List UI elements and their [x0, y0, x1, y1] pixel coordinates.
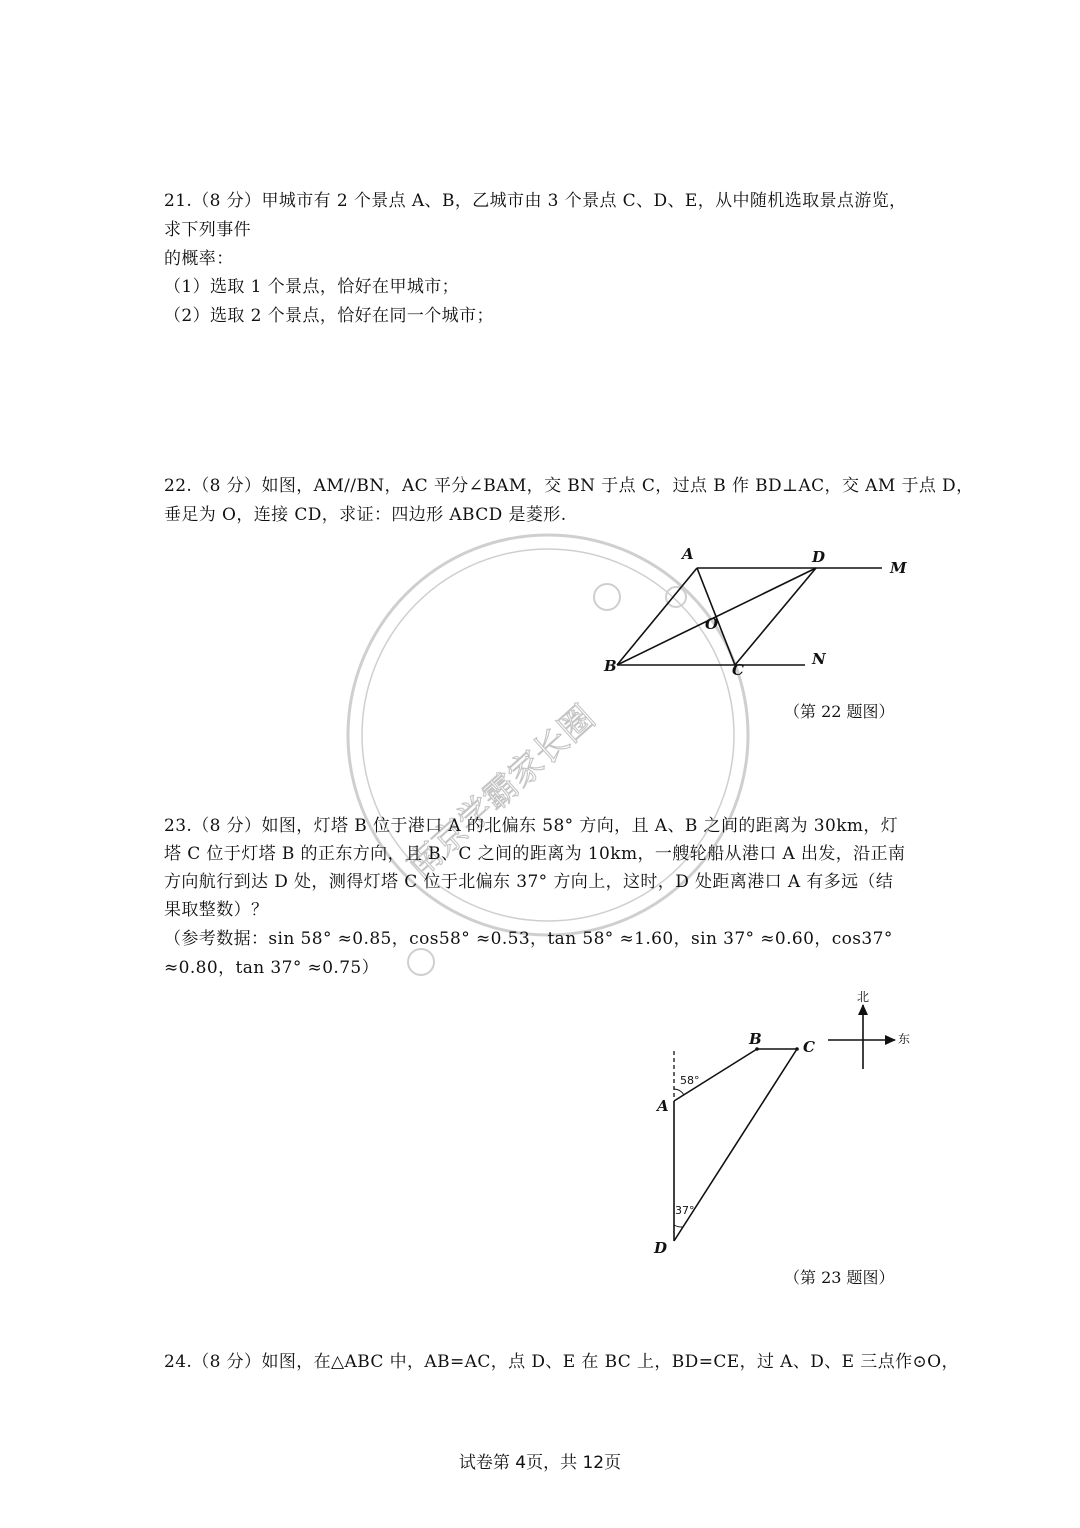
- q21-line-2: 求下列事件: [164, 220, 251, 240]
- q21-line-3: 的概率：: [164, 249, 234, 269]
- label-b: B: [749, 1030, 762, 1048]
- q22-line-1: 22.（8 分）如图，AM//BN，AC 平分∠BAM，交 BN 于点 C，过点 B 作 BD⊥AC，交 AM 于点 D，: [164, 476, 974, 496]
- watermark-text: 南京学霸家长圈: [399, 697, 603, 887]
- q23-line-2: 塔 C 位于灯塔 B 的正东方向，且 B、C 之间的距离为 10km，一艘轮船从港口 A 出发，沿正南: [164, 844, 906, 864]
- north-label: 北: [857, 990, 870, 1004]
- side-dc: [735, 568, 816, 665]
- angle-arc-d: [674, 1225, 683, 1227]
- east-label: 东: [898, 1032, 911, 1046]
- angle-label-d: 37°: [675, 1204, 695, 1217]
- q23-lighthouse-figure: [640, 985, 920, 1265]
- angle-arc-a: [674, 1089, 684, 1095]
- label-d: D: [654, 1239, 668, 1257]
- q21-part-1: （1）选取 1 个景点，恰好在甲城市；: [164, 277, 460, 297]
- q23-reference-1: （参考数据：sin 58° ≈0.85，cos58° ≈0.53，tan 58° ≈1.60，sin 37° ≈0.60，cos37°: [164, 929, 893, 949]
- label-n: N: [812, 650, 826, 668]
- q23-line-1: 23.（8 分）如图，灯塔 B 位于港口 A 的北偏东 58° 方向，且 A、B 之间的距离为 30km，灯: [164, 816, 899, 836]
- label-a: A: [682, 545, 694, 563]
- label-b: B: [604, 657, 617, 675]
- q23-figure-caption: （第 23 题图）: [784, 1268, 895, 1287]
- label-m: M: [890, 559, 907, 577]
- angle-label-a: 58°: [680, 1074, 700, 1087]
- page-footer: 试卷第 4页，共 12页: [458, 1453, 622, 1473]
- q23-line-4: 果取整数）？: [164, 900, 269, 920]
- label-d: D: [812, 548, 826, 566]
- label-a: A: [657, 1097, 669, 1115]
- label-c: C: [803, 1038, 815, 1056]
- q23-reference-2: ≈0.80，tan 37° ≈0.75）: [164, 958, 380, 978]
- side-ab: [617, 568, 697, 665]
- compass-icon: [828, 1004, 896, 1069]
- q21-line-1: 21.（8 分）甲城市有 2 个景点 A、B，乙城市由 3 个景点 C、D、E，从中随机选取景点游览，: [164, 191, 907, 211]
- q22-line-2: 垂足为 O，连接 CD，求证：四边形 ABCD 是菱形.: [164, 505, 567, 525]
- q24-line-1: 24.（8 分）如图，在△ABC 中，AB=AC，点 D、E 在 BC 上，BD=CE，过 A、D、E 三点作⊙O，: [164, 1352, 959, 1372]
- q23-line-3: 方向航行到达 D 处，测得灯塔 C 位于北偏东 37° 方向上，这时，D 处距离港口 A 有多远（结: [164, 872, 894, 892]
- q21-part-2: （2）选取 2 个景点，恰好在同一个城市；: [164, 306, 494, 326]
- label-c: C: [732, 661, 744, 679]
- q22-figure-caption: （第 22 题图）: [784, 702, 895, 721]
- label-o: O: [705, 615, 719, 633]
- point-c: [795, 1047, 799, 1051]
- q22-rhombus-figure: [590, 540, 910, 690]
